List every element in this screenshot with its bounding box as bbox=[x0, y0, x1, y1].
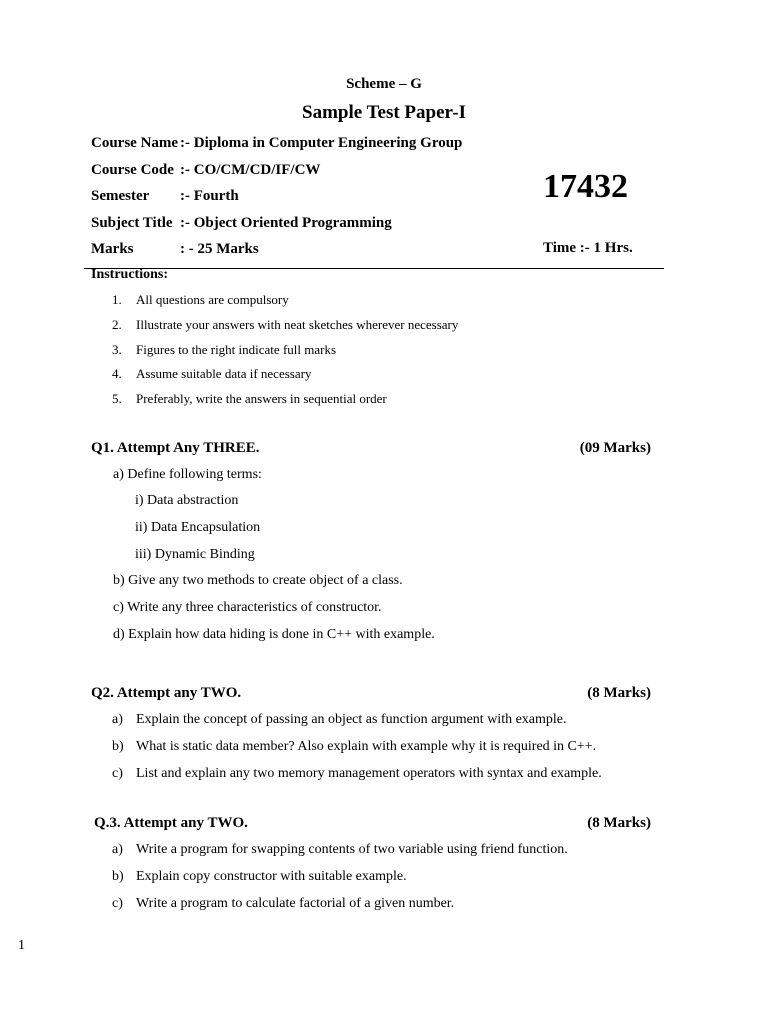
q3-item-text: Write a program to calculate factorial of a given number. bbox=[136, 896, 455, 911]
q1-item-a: a) Define following terms: bbox=[113, 467, 262, 482]
semester-value: :- Fourth bbox=[180, 188, 239, 204]
marks-label: Marks bbox=[91, 241, 134, 257]
instruction-number: 4. bbox=[112, 366, 122, 381]
q1-item-d: d) Explain how data hiding is done in C++ with example. bbox=[113, 627, 435, 642]
q3-item-text: Write a program for swapping contents of two variable using friend function. bbox=[136, 842, 568, 857]
q3-item-number: b) bbox=[112, 869, 124, 884]
instruction-text: Preferably, write the answers in sequential order bbox=[136, 391, 387, 406]
instruction-text: Figures to the right indicate full marks bbox=[136, 342, 337, 357]
paper-code: 17432 bbox=[543, 168, 628, 205]
q1-subitem: ii) Data Encapsulation bbox=[135, 520, 261, 535]
instruction-number: 1. bbox=[112, 292, 122, 307]
q2-heading: Q2. Attempt any TWO. bbox=[91, 685, 242, 701]
q3-item-number: a) bbox=[112, 842, 123, 857]
instruction-text: All questions are compulsory bbox=[136, 292, 289, 307]
q3-marks: (8 Marks) bbox=[587, 815, 651, 831]
q1-subitem: i) Data abstraction bbox=[135, 493, 239, 508]
q1-item-c: c) Write any three characteristics of constructor. bbox=[113, 600, 382, 615]
course-name-label: Course Name bbox=[91, 135, 179, 151]
subject-title-value: :- Object Oriented Programming bbox=[180, 215, 392, 231]
scheme-label: Scheme – G bbox=[346, 76, 422, 92]
q1-heading: Q1. Attempt Any THREE. bbox=[91, 440, 260, 456]
semester-label: Semester bbox=[91, 188, 150, 204]
page-number: 1 bbox=[18, 938, 25, 953]
instruction-text: Illustrate your answers with neat sketches wherever necessary bbox=[136, 317, 459, 332]
q2-item-text: What is static data member? Also explain with example why it is required in C++. bbox=[136, 739, 597, 754]
q2-item-number: a) bbox=[112, 712, 123, 727]
header-divider bbox=[84, 268, 664, 269]
course-code-value: :- CO/CM/CD/IF/CW bbox=[180, 162, 321, 178]
marks-value: : - 25 Marks bbox=[180, 241, 259, 257]
q1-marks: (09 Marks) bbox=[579, 440, 651, 456]
subject-title-label: Subject Title bbox=[91, 215, 173, 231]
q3-item-text: Explain copy constructor with suitable example. bbox=[136, 869, 407, 884]
instruction-number: 2. bbox=[112, 317, 122, 332]
q2-item-number: b) bbox=[112, 739, 124, 754]
instruction-text: Assume suitable data if necessary bbox=[136, 366, 312, 381]
course-name-value: :- Diploma in Computer Engineering Group bbox=[180, 135, 463, 151]
q2-marks: (8 Marks) bbox=[587, 685, 651, 701]
q2-item-text: Explain the concept of passing an object as function argument with example. bbox=[136, 712, 567, 727]
instruction-number: 5. bbox=[112, 391, 122, 406]
instruction-number: 3. bbox=[112, 342, 122, 357]
course-code-label: Course Code bbox=[91, 162, 174, 178]
q3-item-number: c) bbox=[112, 896, 123, 911]
q1-item-b: b) Give any two methods to create object of a class. bbox=[113, 573, 403, 588]
instructions-heading: Instructions: bbox=[91, 267, 169, 282]
q3-heading: Q.3. Attempt any TWO. bbox=[94, 815, 248, 831]
time-duration: Time :- 1 Hrs. bbox=[543, 240, 633, 256]
paper-title: Sample Test Paper-I bbox=[302, 102, 466, 123]
q2-item-number: c) bbox=[112, 766, 123, 781]
q2-item-text: List and explain any two memory management operators with syntax and example. bbox=[136, 766, 602, 781]
q1-subitem: iii) Dynamic Binding bbox=[135, 547, 255, 562]
